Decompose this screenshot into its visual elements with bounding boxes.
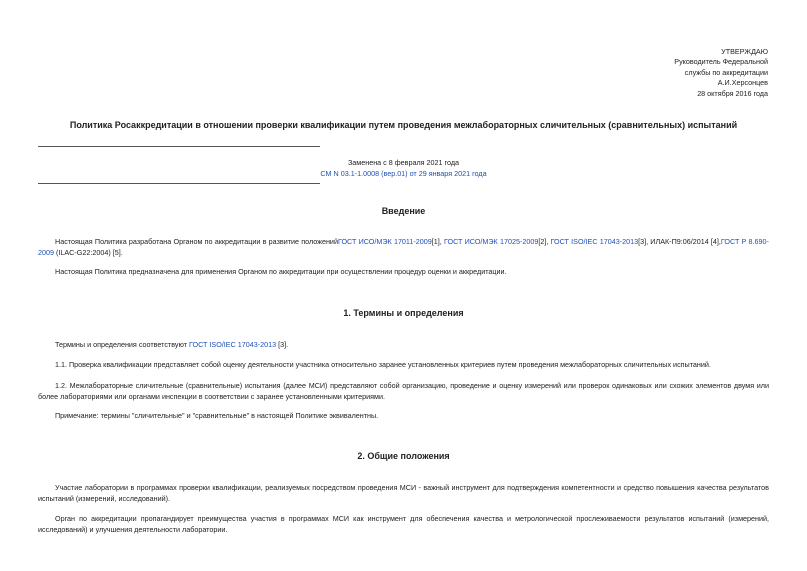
- approval-block: [674, 47, 768, 99]
- terms-paragraph-1-2: 1.2. Межлабораторные сличительные (сравнительные) испытания (далее МСИ) представляют собой организацию, проведение и оценку измерений или проверок одинаковых или схожих элементов двумя или более лабораториями или органами инспекции в соответствии с заранее установленными критериями.: [38, 381, 769, 402]
- text-span: (ILAC-G22:2004) [5].: [54, 248, 123, 258]
- approval-line: службы по аккредитации: [684, 67, 768, 77]
- text-span: [2],: [538, 237, 551, 246]
- general-paragraph-2: Орган по аккредитации пропагандирует преимущества участия в программах МСИ как инструмент для обеспечения качества и метрологической прослеживаемости результатов испытаний (измерений, исследований) и улучшения деятельности лаборатории.: [38, 514, 769, 535]
- section-heading-intro: Введение: [381, 206, 426, 216]
- terms-paragraph-1: [38, 339, 769, 350]
- gost-17043-link[interactable]: ГОСТ ISO/IEC 17043-2013: [189, 340, 277, 349]
- section-heading-general: 2. Общие положения: [357, 451, 450, 461]
- gost-r-8690-link[interactable]: ГОСТ Р 8.690-2009: [38, 237, 769, 258]
- document-title: Политика Росаккредитации в отношении проверки квалификации путем проведения межлабораторных сличительных (сравнительных) испытаний: [69, 120, 738, 130]
- section-heading-terms: 1. Термины и определения: [343, 308, 464, 318]
- intro-paragraph-1: [38, 236, 769, 258]
- text-span: [3], ИЛАК-П9:06/2014 [4],: [638, 237, 721, 246]
- gost-17011-link[interactable]: ГОСТ ИСО/МЭК 17011-2009: [337, 237, 432, 246]
- replaced-link[interactable]: СМ N 03.1-1.0008 (вер.01) от 29 января 2021 года: [320, 169, 487, 178]
- general-paragraph-1: Участие лаборатории в программах проверки квалификации, реализуемых посредством проведения МСИ - важный инструмент для подтверждения компетентности и средство повышения качества результатов испытаний (измерений, исследований).: [38, 483, 769, 504]
- text-span: [1],: [431, 237, 444, 246]
- divider-top: [38, 146, 320, 147]
- text-span: Настоящая Политика разработана Органом по аккредитации в развитие положений: [55, 237, 338, 246]
- approval-line: Руководитель Федеральной: [674, 57, 768, 67]
- intro-paragraph-2: Настоящая Политика предназначена для применения Органом по аккредитации при осуществлении процедур оценки и аккредитации.: [55, 267, 507, 276]
- text-span: Термины и определения соответствуют: [55, 340, 189, 349]
- divider-bottom: [38, 183, 320, 184]
- text-span: [3].: [276, 340, 289, 349]
- replaced-notice: [0, 157, 807, 179]
- replaced-text: Заменена с 8 февраля 2021 года: [347, 158, 460, 167]
- terms-paragraph-1-1: 1.1. Проверка квалификации представляет собой оценку деятельности участника относительно заранее установленных критериев путем проведения межлабораторных сличительных испытаний.: [55, 360, 711, 369]
- terms-note: Примечание: термины "сличительные" и "сравнительные" в настоящей Политике эквивалентны.: [55, 411, 379, 420]
- gost-17025-link[interactable]: ГОСТ ИСО/МЭК 17025-2009: [443, 237, 539, 246]
- approval-line: УТВЕРЖДАЮ: [721, 47, 768, 56]
- approval-line: 28 октября 2016 года: [697, 88, 768, 98]
- gost-17043-link[interactable]: ГОСТ ISO/IEC 17043-2013: [550, 237, 639, 246]
- approval-line: А.И.Херсонцев: [717, 78, 768, 88]
